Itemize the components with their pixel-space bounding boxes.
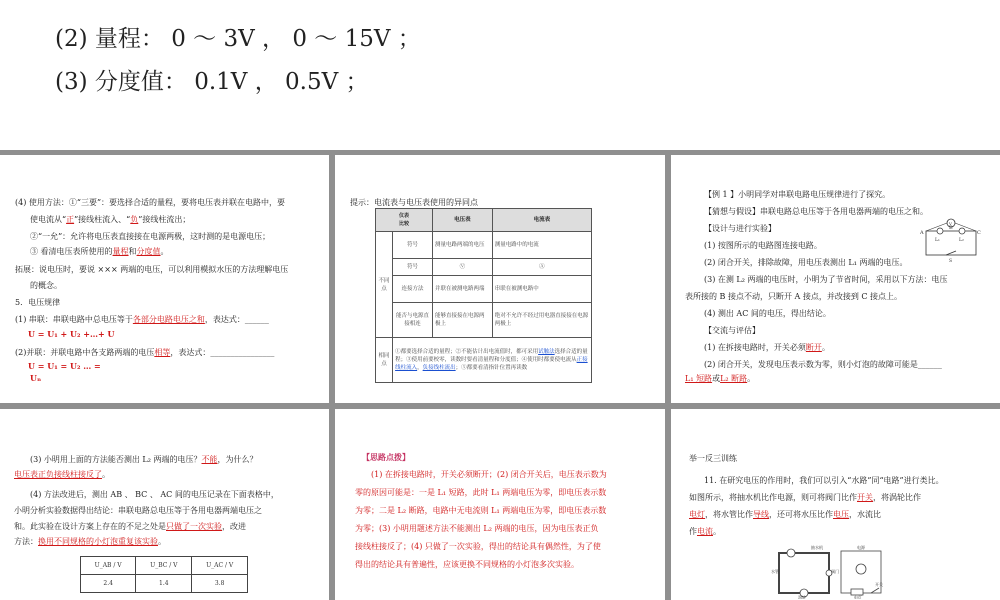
practice-q11-line4: 作电流。 (689, 527, 721, 536)
table-cell: 能够直接接在电源两极上 (433, 303, 493, 338)
step-3-cont: 表所接的 B 接点不动，只断开 A 接点，并改接到 C 接点上。 (685, 292, 903, 301)
answer-single-trial: 只做了一次实验 (166, 522, 222, 531)
question-4-cont: 小明分析实验数据得出结论：串联电路总电压等于各用电器两端电压之 (14, 506, 262, 515)
series-circuit-diagram (920, 217, 982, 263)
answer-switch: 开关 (857, 493, 873, 502)
hint-line-2: 零的原因可能是：一是 L₁ 短路，此时 L₁ 两端电压为零，即电压表示数 (355, 488, 607, 497)
parallel-formula-tail: Uₙ (30, 373, 42, 383)
hint-line-5: 接线柱接反了；(4) 只做了一次实验，得出的结论具有偶然性，为了使 (355, 542, 601, 551)
answer-positive-in: 正接线柱流入 (395, 357, 588, 371)
step-4: (4) 测出 AC 间的电压，得出结论。 (704, 309, 831, 318)
range-line: (2) 量程： 0 ～ 3V ， 0 ～ 15V ； (55, 26, 421, 52)
voltage-results-table (80, 556, 248, 593)
col-ammeter: 电流表 (492, 209, 591, 232)
answer-open: 断开 (805, 343, 822, 352)
label-s: S (949, 259, 953, 263)
answer-positive: 正 (66, 215, 75, 224)
answer-negative: 负 (130, 215, 139, 224)
extension-line-2: 的概念。 (30, 281, 62, 290)
series-law-line: (1) 串联：串联电路中总电压等于各部分电路电压之和，表达式：______ (15, 315, 269, 324)
hint-line-6: 得出的结论具有普遍性，应该更换不同规格的小灯泡多次实验。 (355, 560, 579, 569)
label-l1: L₁ (935, 238, 940, 243)
slide-header (0, 0, 1000, 150)
answer-l2-open: L₂ 断路 (720, 374, 748, 383)
table-cell: 绝对不允许不经过用电器直接接在电源两极上 (492, 303, 591, 338)
answer-range: 量程 (112, 247, 129, 256)
table-cell: 测量电路两端的电压 (433, 232, 493, 259)
table-corner: 仪表 比较 (376, 209, 433, 232)
range-check-line: ③ 看清电压表所使用的量程和分度值。 (30, 247, 169, 256)
question-4-improve: 方法：换用不同规格的小灯泡重复该实验。 (14, 537, 166, 546)
label-pipe: 水管 (771, 569, 779, 574)
division-value-line: (3) 分度值： 0.1V ， 0.5V ； (55, 69, 369, 95)
same-points-cell: ①都要选择合适的量程；②不能估计出电流值时，都可采用试触法选择合适的量程；③使用前要校零，读数时要看清量程和分度值；④使用时都要使电流从正接线柱流入，负接线柱流出；⑤都要看清指针位置再读数 (393, 338, 592, 383)
answer-lamp: 电灯 (689, 510, 705, 519)
step-1: (1) 按图所示的电路图连接电路。 (704, 241, 822, 250)
label-turbine: 涡轮 (798, 595, 806, 599)
question-4: (4) 方法改进后，测出 AB 、 BC 、 AC 间的电压记录在下面表格中， (30, 490, 279, 499)
label-switch: 开关 (875, 582, 883, 587)
value-ubc: 1.4 (136, 575, 192, 593)
label-valve: 阀门 (831, 569, 839, 574)
answer-current: 电流 (697, 527, 713, 536)
label-c: C (977, 230, 981, 236)
table-cell: 串联在被测电路中 (492, 276, 591, 303)
answer-l1-short: L₁ 短路 (685, 374, 713, 383)
slide-thumbnail-5[interactable] (335, 409, 665, 600)
usage-line: (4) 使用方法：①“三要”：要选择合适的量程，要将电压表并联在电路中，要 (15, 198, 286, 207)
label-b: B (949, 225, 953, 231)
same-group-label: 相同点 (376, 338, 393, 383)
water-circuit-analogy-figure (771, 541, 889, 599)
slide-thumbnail-3[interactable] (671, 155, 1000, 403)
parallel-formula: U = U₁ = U₂ … = (28, 361, 101, 371)
polarity-line: 使电流从“正”接线柱流入、“负”接线柱流出； (30, 215, 191, 224)
step-2: (2) 闭合开关，排除故障，用电压表测出 L₁ 两端的电压。 (704, 258, 908, 267)
comparison-table (375, 208, 592, 383)
answer-division: 分度值 (136, 247, 161, 256)
question-3: (3) 小明用上面的方法能否测出 L₂ 两端的电压？不能，为什么？ (30, 455, 258, 464)
diff-group-label: 不同点 (376, 232, 393, 338)
answer-trial-touch: 试触法 (538, 349, 555, 355)
hint-tag: 【思路点拨】 (362, 452, 410, 462)
evaluation-heading: 【交流与评估】 (704, 326, 760, 335)
col-voltmeter: 电压表 (433, 209, 493, 232)
answer-equal: 相等 (154, 348, 171, 357)
step-3: (3) 在测 L₂ 两端的电压时，小明为了节省时间，采用以下方法：电压 (704, 275, 948, 284)
voltage-law-heading: 5．电压规律 (15, 298, 61, 307)
hypothesis-line: 【猜想与假设】串联电路总电压等于各用电器两端的电压之和。 (704, 207, 928, 216)
label-v: V (949, 221, 952, 226)
value-uab: 2.4 (81, 575, 136, 593)
label-a: A (920, 230, 924, 236)
table-row-label: 连接方法 (393, 276, 433, 303)
header-ubc: U_BC / V (136, 557, 192, 575)
slide-thumbnail-2[interactable] (335, 155, 665, 403)
table-row-label: 符号 (393, 232, 433, 259)
header-uab: U_AB / V (81, 557, 136, 575)
slide-thumbnail-1[interactable] (0, 155, 329, 403)
practice-q11: 11. 在研究电压的作用时，我们可以引入“水路”同“电路”进行类比。 (704, 476, 944, 485)
answer-series-sum: 各部分电路电压之和 (132, 315, 205, 324)
practice-q11-line2: 如图所示，将抽水机比作电源，则可将阀门比作开关，将涡轮比作 (689, 493, 921, 502)
practice-q11-line3: 电灯，将水管比作导线，还可将水压比作电压，水流比 (689, 510, 881, 519)
label-lamp: 电灯 (854, 595, 862, 599)
question-4-defect: 和。此实验在设计方案上存在的不足之处是只做了一次实验，改进 (14, 522, 246, 531)
label-l2: L₂ (959, 238, 964, 243)
example-title: 【例 1 】小明同学对串联电路电压规律进行了探究。 (704, 190, 891, 199)
answer-negative-out: 负接线柱流出 (422, 365, 456, 371)
answer-reason-line: 电压表正负接线柱接反了。 (14, 470, 110, 479)
comparison-title: 提示：电流表与电压表使用的异同点 (350, 198, 478, 207)
table-cell: 并联在被测电路两端 (433, 276, 493, 303)
parallel-law-line: (2)并联：并联电路中各支路两端的电压相等，表达式：________________ (15, 348, 275, 357)
allow-line: ②“一允”：允许将电压表直接接在电源两极，这时测的是电源电压； (30, 232, 271, 241)
hint-line-3: 为零；二是 L₂ 断路，电路中无电流则 L₁ 两端电压为零，即电压表示数 (355, 506, 607, 515)
practice-title: 举一反三训练 (689, 454, 737, 463)
answer-cannot: 不能 (201, 455, 218, 464)
extension-line: 拓展：说电压时，要说 ××× 两端的电压，可以利用模拟水压的方法理解电压 (15, 265, 289, 274)
series-formula: U = U₁ + U₂ +…+ U (28, 329, 115, 339)
label-source: 电源 (857, 545, 865, 550)
answer-wire: 导线 (753, 510, 769, 519)
answer-reverse-polarity: 电压表正负接线柱接反了 (14, 470, 102, 479)
answer-voltage: 电压 (833, 510, 849, 519)
label-pump: 抽水机 (811, 545, 823, 550)
slide-thumbnail-6[interactable] (671, 409, 1000, 600)
voltmeter-symbol: Ⓥ (433, 259, 493, 276)
ammeter-symbol: Ⓐ (492, 259, 591, 276)
table-row-label: 能否与电源直接相连 (393, 303, 433, 338)
value-uac: 3.8 (192, 575, 248, 593)
answer-fault-line: L₁ 短路或L₂ 断路。 (685, 374, 756, 383)
table-cell: 测量电路中的电流 (492, 232, 591, 259)
answer-improve: 换用不同规格的小灯泡重复该实验 (38, 537, 158, 546)
design-heading: 【设计与进行实验】 (704, 224, 776, 233)
hint-line-4: 为零；(3) 小明用题述方法不能测出 L₂ 两端的电压，因为电压表正负 (355, 524, 599, 533)
slide-thumbnail-4[interactable] (0, 409, 329, 600)
table-row-label: 符号 (393, 259, 433, 276)
header-uac: U_AC / V (192, 557, 248, 575)
hint-line-1: (1) 在拆接电路时，开关必须断开；(2) 闭合开关后，电压表示数为 (371, 470, 607, 479)
question-2: (2) 闭合开关，发现电压表示数为零，则小灯泡的故障可能是______ (704, 360, 942, 369)
question-1: (1) 在拆接电路时，开关必须断开。 (704, 343, 830, 352)
